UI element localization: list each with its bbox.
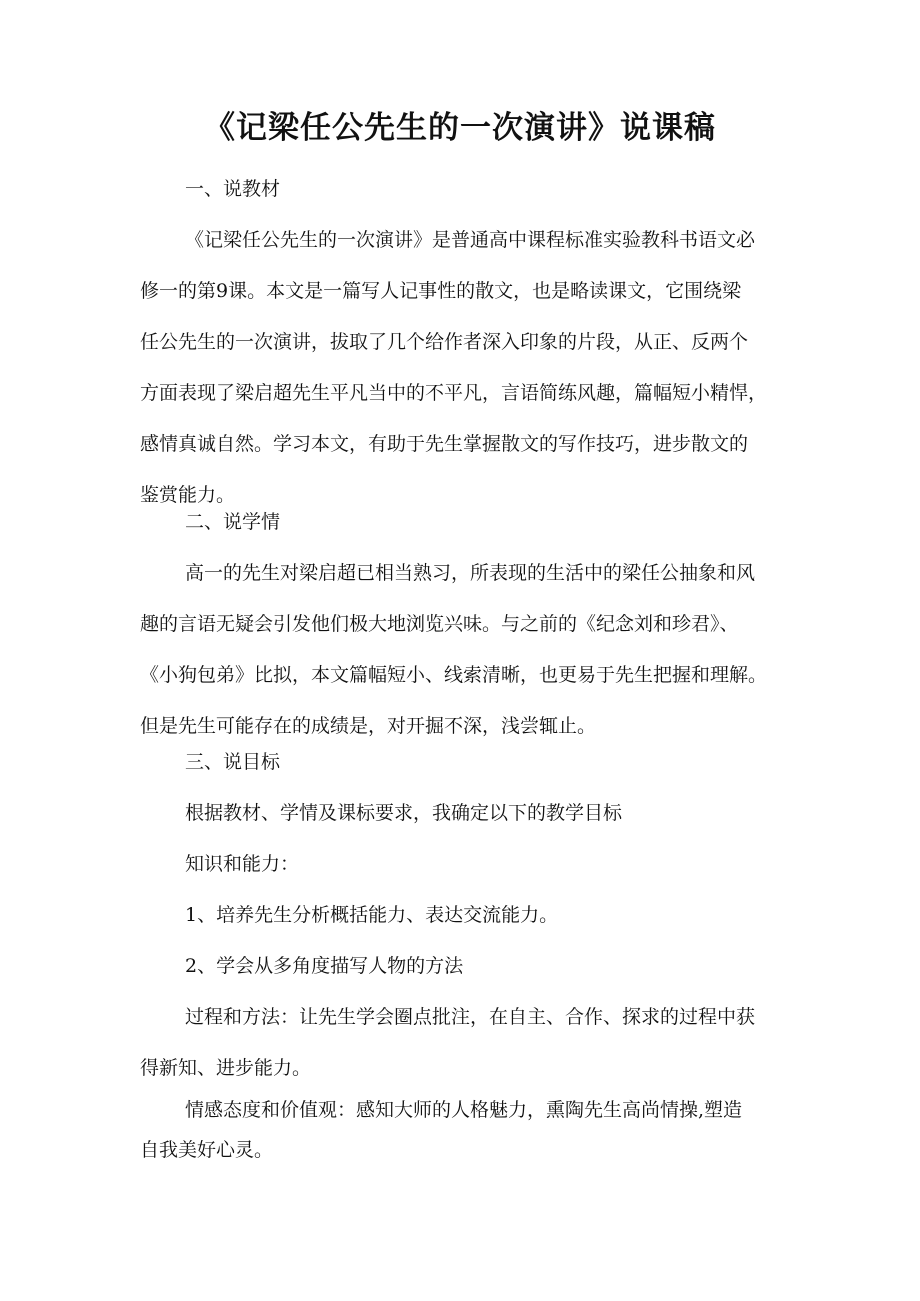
paragraph-line: 鉴赏能力。 (140, 484, 236, 506)
section-teaching-material (140, 164, 800, 521)
paragraph-line: 《小狗包弟》比拟，本文篇幅短小、线索清晰，也更易于先生把握和理解。 (140, 664, 768, 686)
paragraph-line: 趣的言语无疑会引发他们极大地浏览兴味。与之前的《纪念刘和珍君》、 (140, 613, 739, 635)
paragraph-line: 方面表现了梁启超先生平凡当中的不平凡，言语简练风趣，篇幅短小精悍， (140, 382, 768, 404)
section-learning-situation (140, 497, 800, 752)
objective-item: 1、培养先生分析概括能力、表达交流能力。 (185, 904, 559, 926)
paragraph-line: 修一的第9课。本文是一篇写人记事性的散文，也是略读课文，它围绕梁 (140, 280, 742, 302)
paragraph-line: 高一的先生对梁启超已相当熟习，所表现的生活中的梁任公抽象和风 (185, 562, 756, 584)
paragraph-line: 自我美好心灵。 (140, 1139, 274, 1161)
emotion-objective (140, 1090, 800, 1170)
paragraph-line: 《记梁任公先生的一次演讲》是普通高中课程标准实验教科书语文必 (185, 229, 756, 251)
paragraph-line: 任公先生的一次演讲，拔取了几个给作者深入印象的片段，从正、反两个 (140, 331, 749, 353)
paragraph-line: 情感态度和价值观：感知大师的人格魅力，熏陶先生高尚情操,塑造 (185, 1099, 743, 1121)
page-title: 《记梁任公先生的一次演讲》说课稿 (204, 110, 716, 146)
paragraph-line: 得新知、进步能力。 (140, 1057, 312, 1079)
section-heading: 三、说目标 (185, 751, 281, 773)
paragraph-line: 感情真诚自然。学习本文，有助于先生掌握散文的写作技巧，进步散文的 (140, 433, 749, 455)
paragraph-line: 过程和方法：让先生学会圈点批注，在自主、合作、探求的过程中获 (185, 1006, 756, 1028)
knowledge-heading: 知识和能力： (185, 853, 300, 875)
objective-item: 2、学会从多角度描写人物的方法 (185, 955, 464, 977)
section-objectives (140, 737, 800, 1094)
objectives-intro: 根据教材、学情及课标要求，我确定以下的教学目标 (185, 802, 623, 824)
section-heading: 一、说教材 (185, 178, 281, 200)
section-heading: 二、说学情 (185, 511, 281, 533)
paragraph-line: 但是先生可能存在的成绩是，对开掘不深，浅尝辄止。 (140, 715, 597, 737)
